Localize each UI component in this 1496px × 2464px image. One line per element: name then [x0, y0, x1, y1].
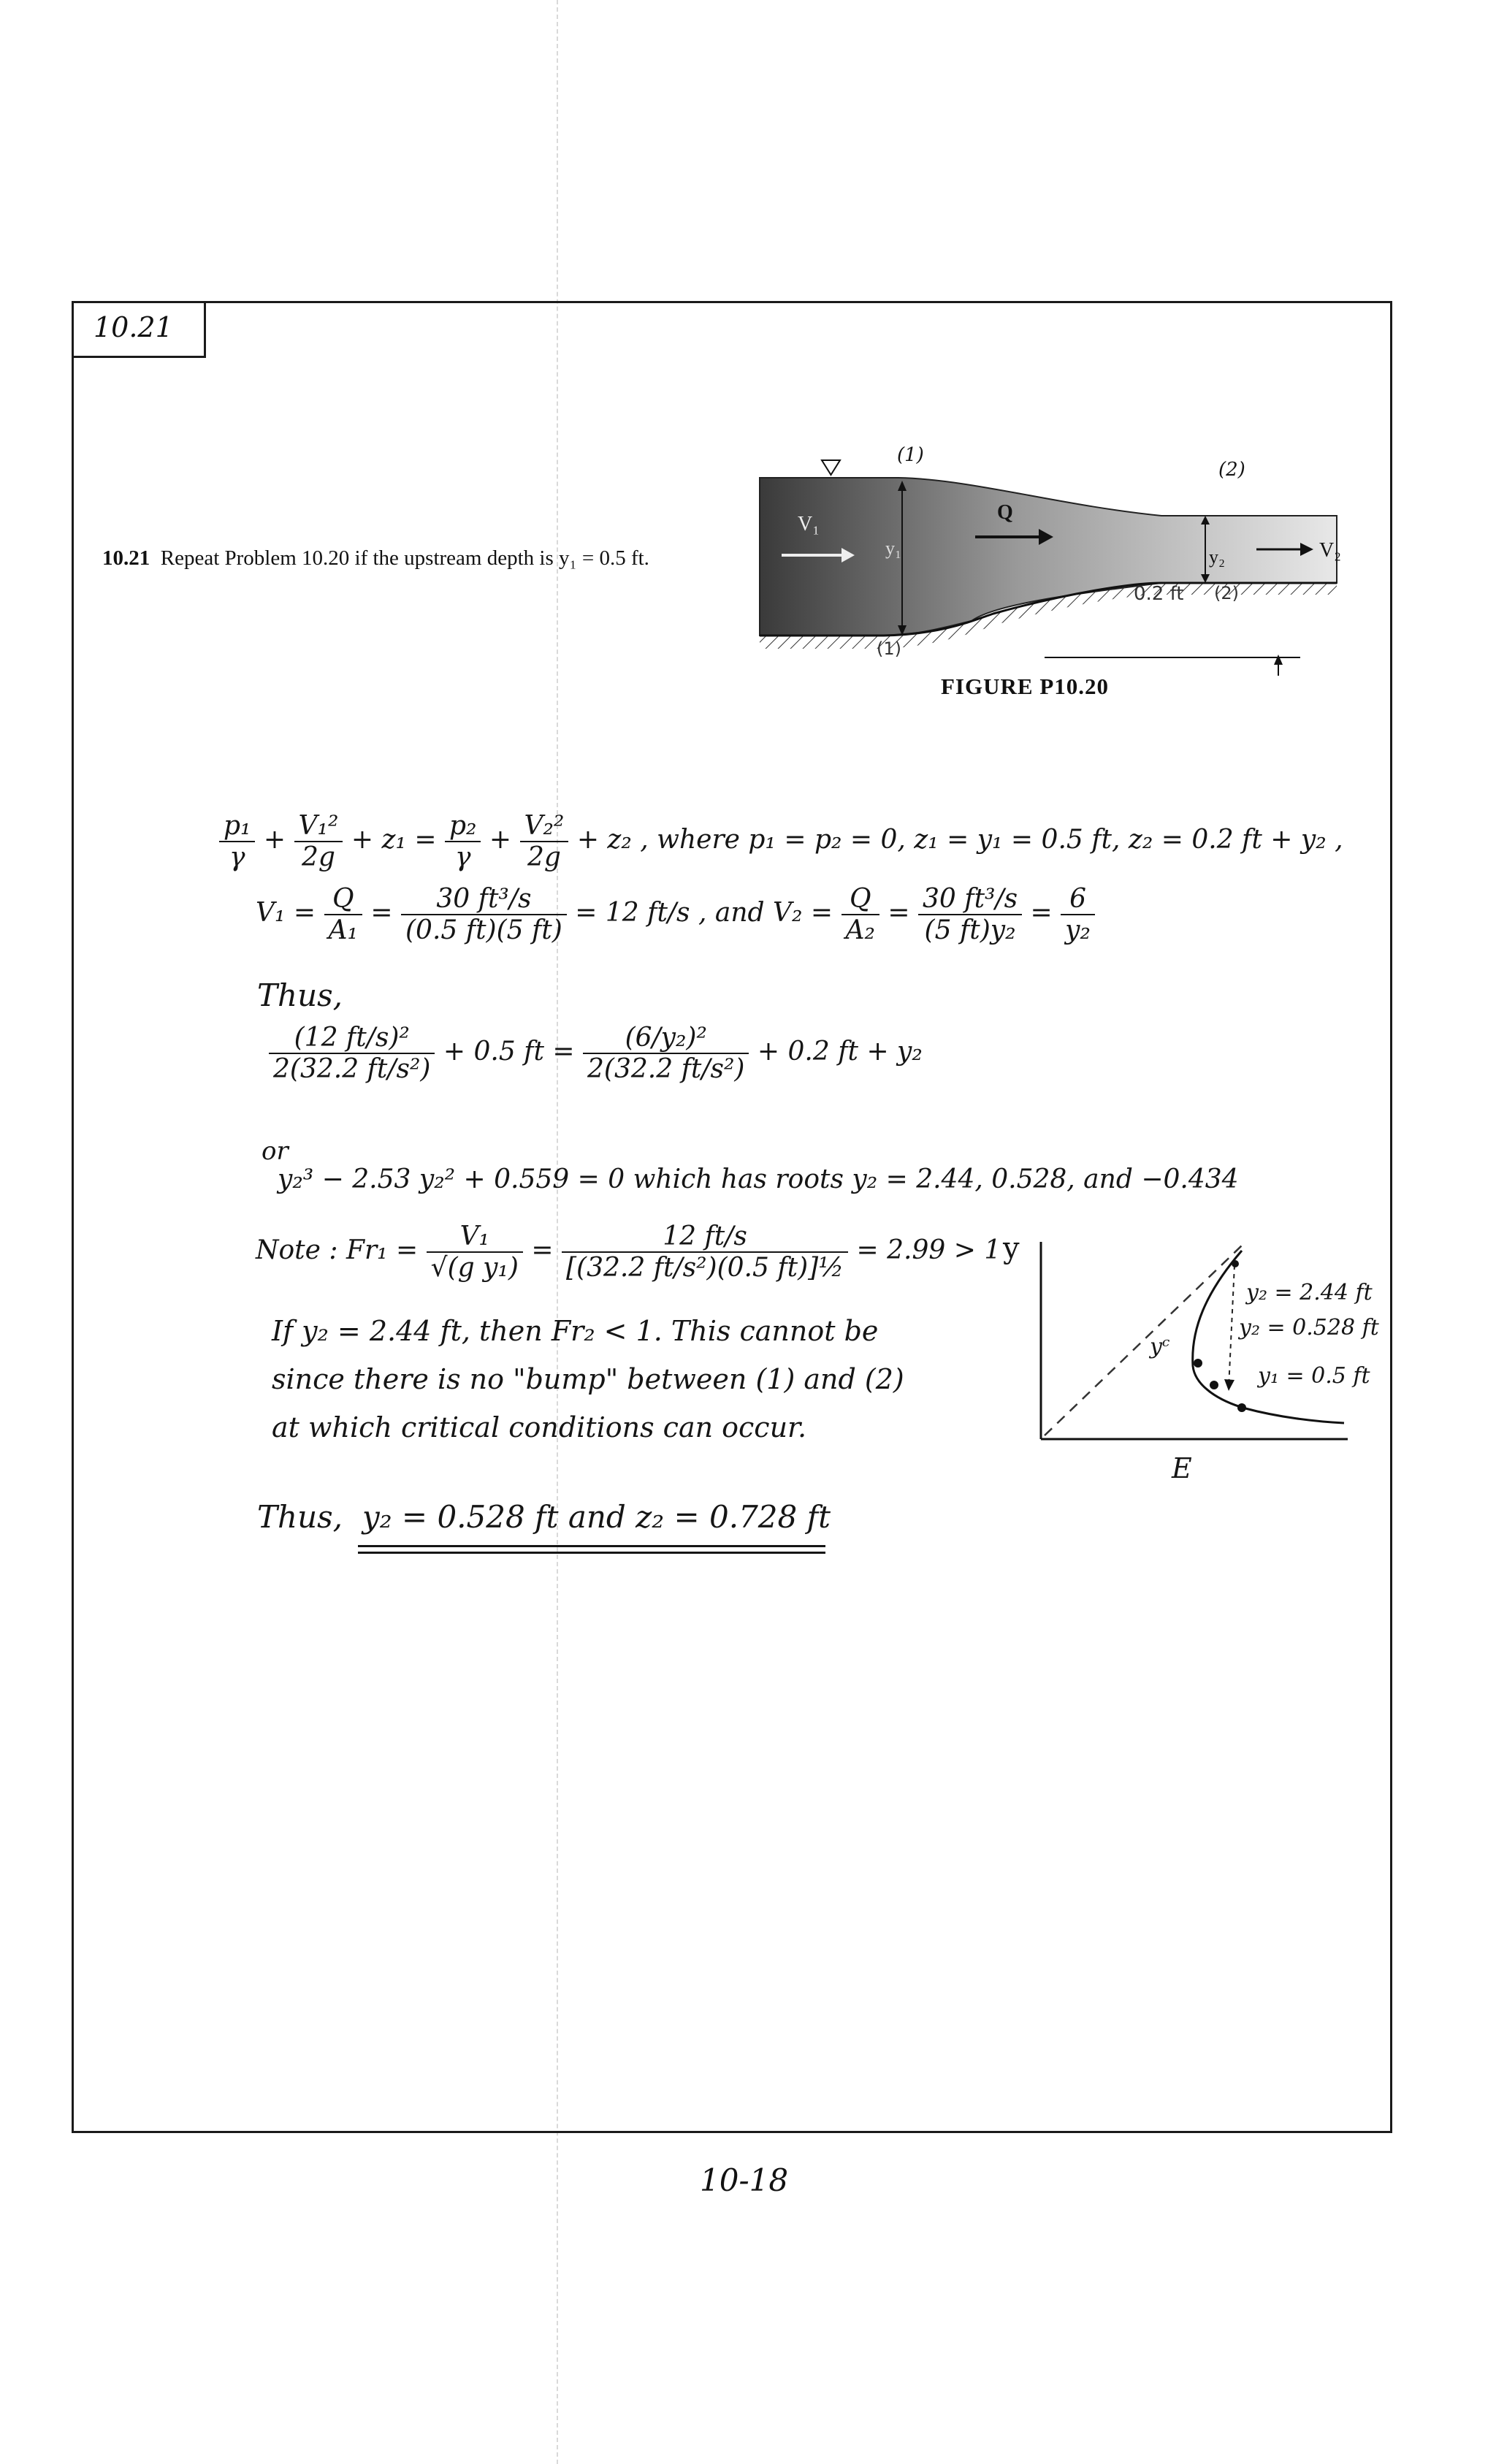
sketch-label-root1: y₂ = 2.44 ft [1246, 1280, 1373, 1305]
final-answer: y₂ = 0.528 ft and z₂ = 0.728 ft [362, 1499, 831, 1535]
problem-text: Repeat Problem 10.20 if the upstream depth is y₁ = 0.5 ft. [160, 546, 649, 570]
velocity-equations: V₁ = $\frac{Q}{\text{A₁}}$ = $\frac{\text{30 ft³/s}}{(0.5 ft)(5 ft)}$ = 12 ft/s , and V₂ = $\frac{Q}{\text{A₂}}$ = $\frac{\text{30 ft³/s}}{\text{(5 ft)y₂}}$ = $\frac{6}{\text{y₂}}$ [256, 884, 1095, 945]
fig-label-y1: y₁ [885, 538, 902, 559]
sketch-asymptote [1045, 1246, 1242, 1435]
thus-label-1: Thus, [257, 977, 343, 1013]
fig-label-section1-bottom: (1) [877, 638, 901, 659]
fig-label-v2: V₂ [1319, 539, 1341, 562]
reasoning-line-3: at which critical conditions can occur. [272, 1411, 807, 1443]
figure-caption: FIGURE P10.20 [941, 674, 1109, 699]
reasoning-line-1: If y₂ = 2.44 ft, then Fr₂ < 1. This cannot be [272, 1315, 879, 1347]
fig-label-section2-top: (2) [1218, 459, 1245, 481]
sketch-transition [1229, 1265, 1234, 1388]
free-surface-marker [822, 460, 840, 475]
sketch-label-root3: y₁ = 0.5 ft [1258, 1363, 1370, 1389]
sketch-point-root2 [1210, 1381, 1218, 1389]
answer-underline-1 [358, 1545, 825, 1547]
sketch-point-root1 [1232, 1260, 1239, 1267]
sketch-label-root2: y₂ = 0.528 ft [1239, 1315, 1379, 1340]
answer-underline-2 [358, 1552, 825, 1554]
reasoning-line-2: since there is no "bump" between (1) and (2) [272, 1363, 904, 1395]
energy-equation: $\frac{\text{p₁}}{\gamma}$ + $\frac{\text{V₁²}}{2g}$ + z₁ = $\frac{\text{p₂}}{\gamma}$ + $\frac{\text{V₂²}}{2g}$ + z₂ , where p₁ = p₂ = 0, z₁ = y₁ = 0.5 ft, z₂ = 0.2 ft + y₂ , [219, 811, 1343, 872]
problem-tag: 10.21 [72, 301, 206, 358]
problem-statement [102, 546, 649, 571]
cubic-equation: y₂³ − 2.53 y₂² + 0.559 = 0 which has roots y₂ = 2.44, 0.528, and −0.434 [278, 1164, 1239, 1194]
problem-number: 10.21 [102, 546, 150, 570]
sketch-axis-y: y [1003, 1232, 1020, 1265]
sketch-axis-e: E [1172, 1452, 1192, 1484]
channel-figure [752, 438, 1351, 709]
or-label: or [262, 1137, 289, 1166]
ground-left [760, 636, 884, 649]
sketch-point-root3 [1237, 1403, 1246, 1412]
froude-note: Note : Fr₁ = $\frac{\text{V₁}}{\text{√(g y₁)}}$ = $\frac{12 ft/s}{\text{[(32.2 ft/s²)(0.5 ft)]½}}$ = 2.99 > 1 [256, 1221, 1001, 1283]
sketch-point-yc [1194, 1359, 1202, 1368]
fig-label-q: Q [997, 501, 1013, 524]
page-number: 10-18 [700, 2162, 789, 2198]
fig-label-section2-bottom: (2) [1214, 583, 1239, 603]
fig-label-v1: V₁ [798, 513, 820, 535]
final-thus: Thus, [257, 1499, 343, 1535]
specific-energy-sketch [1023, 1235, 1359, 1483]
fig-label-section1-top: (1) [897, 444, 924, 466]
fig-label-bump: 0.2 ft [1134, 583, 1184, 605]
fig-label-y2: y₂ [1209, 546, 1226, 568]
substituted-equation: $\frac{\text{(12 ft/s)²}}{\text{2(32.2 ft/s²)}}$ + 0.5 ft = $\frac{\text{(6/y₂)²}}{\text{2(32.2 ft/s²)}}$ + 0.2 ft + y₂ [269, 1023, 923, 1084]
sketch-label-yc: yᶜ [1150, 1334, 1170, 1359]
